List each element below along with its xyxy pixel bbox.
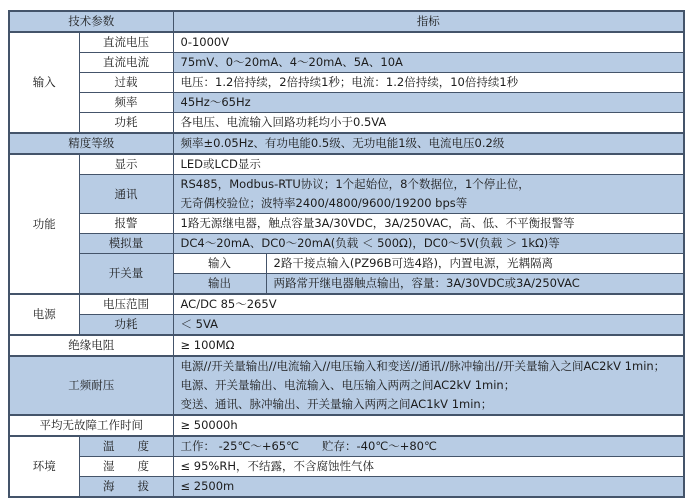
row-label-altitude: 海 拔	[79, 477, 173, 498]
row-label-frequency: 频率	[79, 93, 173, 113]
row-value-withstand-voltage	[173, 356, 684, 415]
row-label-mtbf: 平均无故障工作时间	[9, 415, 173, 436]
row-value-insulation-resistance: ≥ 100MΩ	[173, 335, 684, 356]
row-value-overload: 电压：1.2倍持续，2倍持续1秒；电流：1.2倍持续，10倍持续1秒	[173, 73, 684, 93]
row-label-overload: 过载	[79, 73, 173, 93]
row-value-voltage-range: AC/DC 85～265V	[173, 294, 684, 315]
row-label-communication: 通讯	[79, 175, 173, 214]
row-value-frequency: 45Hz～65Hz	[173, 93, 684, 113]
row-label-dc-current: 直流电流	[79, 53, 173, 73]
row-value-humidity: ≤ 95%RH，不结露，不含腐蚀性气体	[173, 457, 684, 477]
group-power: 电源	[9, 294, 79, 335]
communication-line-2: 无奇偶校验位；波特率2400/4800/9600/19200 bps等	[180, 196, 468, 210]
row-value-accuracy-class: 频率±0.05Hz、有功电能0.5级、无功电能1级、电流电压0.2级	[173, 133, 684, 154]
withstand-line-2: 电源、开关量输出、电流输入、电压输入两两之间AC2kV 1min；	[180, 378, 516, 392]
row-label-withstand-voltage: 工频耐压	[9, 356, 173, 415]
row-value-alarm: 1路无源继电器，触点容量3A/30VDC，3A/250VAC，高、低、不平衡报警等	[173, 214, 684, 234]
header-tech-params: 技术参数	[9, 11, 173, 32]
row-label-accuracy-class: 精度等级	[9, 133, 173, 154]
row-label-voltage-range: 电压范围	[79, 294, 173, 315]
communication-line-1: RS485，Modbus-RTU协议；1个起始位，8个数据位，1个停止位，	[180, 177, 530, 191]
group-environment: 环境	[9, 436, 79, 497]
row-value-input-consumption: 各电压、电流输入回路功耗均小于0.5VA	[173, 113, 684, 134]
row-label-display: 显示	[79, 154, 173, 175]
row-label-insulation-resistance: 绝缘电阻	[9, 335, 173, 356]
group-function: 功能	[9, 154, 79, 294]
row-label-psu-consumption: 功耗	[79, 315, 173, 336]
row-value-mtbf: ≥ 50000h	[173, 415, 684, 436]
withstand-line-3: 变送、通讯、脉冲输出、开关量输入两两之间AC1kV 1min；	[180, 397, 493, 411]
row-value-dc-current: 75mV、0～20mA、4～20mA、5A、10A	[173, 53, 684, 73]
row-label-temperature: 温 度	[79, 436, 173, 457]
row-value-switch-input: 2路干接点输入(PZ96B可选4路)，内置电源，光耦隔离	[266, 254, 684, 274]
row-value-dc-voltage: 0-1000V	[173, 32, 684, 53]
row-label-switch-input: 输入	[173, 254, 266, 274]
row-label-alarm: 报警	[79, 214, 173, 234]
row-label-dc-voltage: 直流电压	[79, 32, 173, 53]
header-spec: 指标	[173, 11, 684, 32]
row-value-switch-output: 两路常开继电器触点输出，容量：3A/30VDC或3A/250VAC	[266, 274, 684, 295]
row-label-humidity: 湿 度	[79, 457, 173, 477]
spec-table	[8, 10, 685, 498]
row-value-communication	[173, 175, 684, 214]
row-value-display: LED或LCD显示	[173, 154, 684, 175]
row-value-psu-consumption: ＜ 5VA	[173, 315, 684, 336]
row-value-altitude: ≤ 2500m	[173, 477, 684, 498]
row-label-switch-output: 输出	[173, 274, 266, 295]
withstand-line-1: 电源//开关量输出//电流输入//电压输入和变送//通讯//脉冲输出//开关量输入之间AC2kV 1min；	[180, 359, 666, 373]
row-label-switch-io: 开关量	[79, 254, 173, 295]
group-input: 输入	[9, 32, 79, 133]
row-value-analog-output: DC4～20mA、DC0～20mA(负载 ＜ 500Ω)，DC0～5V(负载 ＞ 1kΩ)等	[173, 234, 684, 254]
row-value-temperature: 工作： -25℃～+65℃ 贮存：-40℃～+80℃	[173, 436, 684, 457]
row-label-analog-output: 模拟量	[79, 234, 173, 254]
row-label-input-consumption: 功耗	[79, 113, 173, 134]
